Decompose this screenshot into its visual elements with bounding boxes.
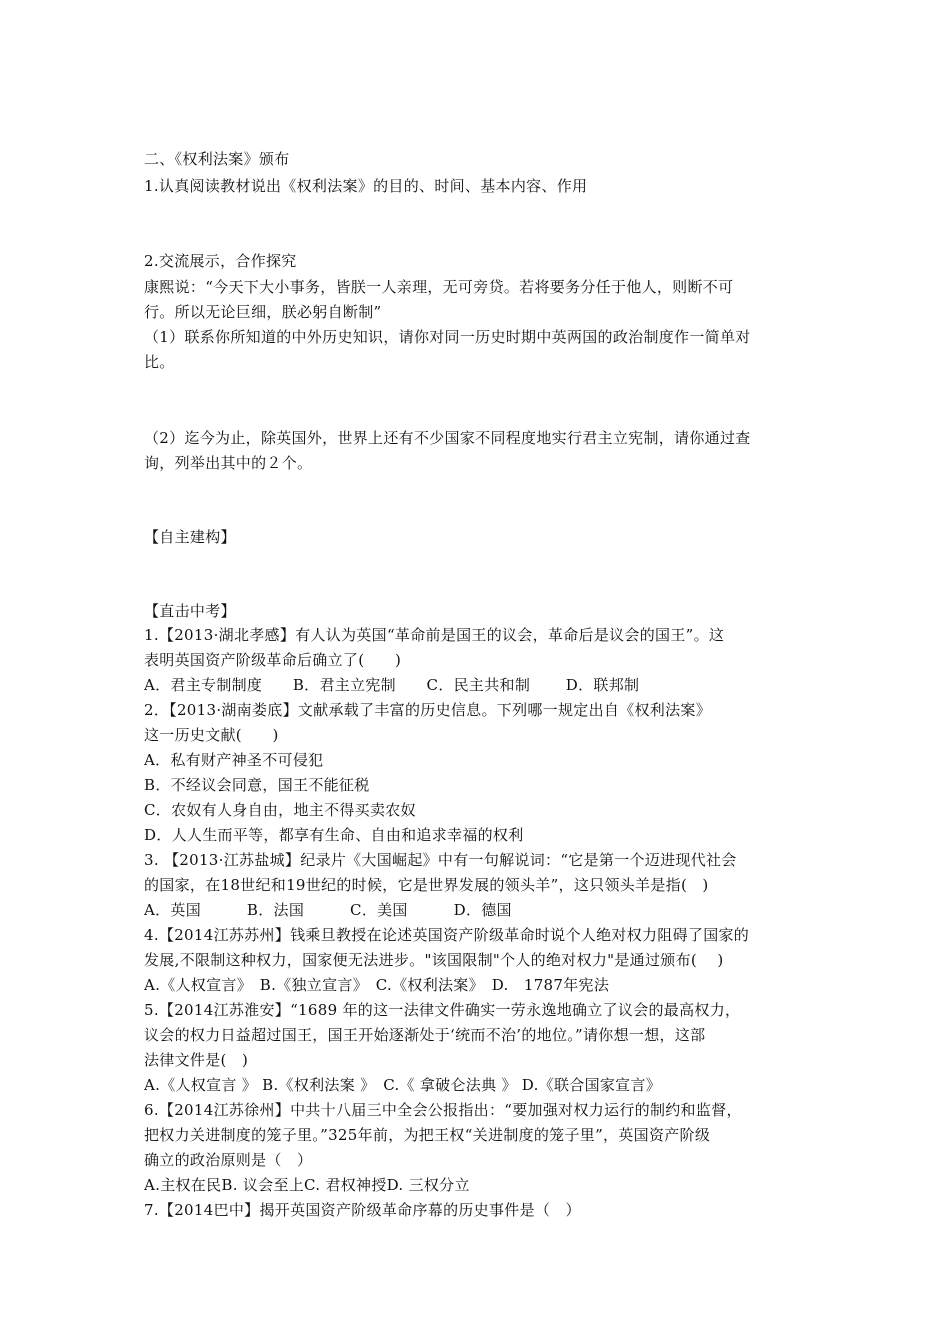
q4-line-2: 发展,不限制这种权力，国家便无法进步。"该国限制"个人的绝对权力"是通过颁布( ) bbox=[144, 951, 724, 969]
q5-line-3: 法律文件是( ) bbox=[144, 1051, 249, 1069]
q4-options: A.《人权宣言》 B.《独立宣言》 C.《权利法案》 D. 1787年宪法 bbox=[144, 976, 610, 994]
question-2-line-1: （2）迄今为止，除英国外，世界上还有不少国家不同程度地实行君主立宪制，请你通过查 bbox=[144, 429, 751, 447]
task-2: 2.交流展示，合作探究 bbox=[144, 252, 297, 270]
question-2-line-2: 询，列举出其中的２个。 bbox=[144, 454, 313, 472]
q2-option-a: A．私有财产神圣不可侵犯 bbox=[144, 751, 324, 769]
q2-option-d: D．人人生而平等，都享有生命、自由和追求幸福的权利 bbox=[144, 826, 524, 844]
q2-line-2: 这一历史文献( ) bbox=[144, 726, 279, 744]
question-1-line-1: （1）联系你所知道的中外历史知识，请你对同一历史时期中英两国的政治制度作一简单对 bbox=[144, 328, 751, 346]
q1-line-2: 表明英国资产阶级革命后确立了( ) bbox=[144, 651, 402, 669]
q3-line-1: 3. 【2013·江苏盐城】纪录片《大国崛起》中有一句解说词：“它是第一个迈进现代社会 bbox=[144, 851, 737, 869]
section-heading: 二、《权利法案》颁布 bbox=[144, 150, 290, 168]
q4-line-1: 4.【2014江苏苏州】钱乘旦教授在论述英国资产阶级革命时说个人绝对权力阻碍了国家的 bbox=[144, 926, 750, 944]
q1-line-1: 1.【2013·湖北孝感】有人认为英国“革命前是国王的议会，革命后是议会的国王”。这 bbox=[144, 626, 725, 644]
q2-line-1: 2．【2013·湖南娄底】文献承载了丰富的历史信息。下列哪一规定出自《权利法案》 bbox=[144, 701, 711, 719]
kangxi-quote-line-1: 康熙说：“今天下大小事务，皆朕一人亲理，无可旁贷。若将要务分任于他人，则断不可 bbox=[144, 278, 734, 296]
q6-line-3: 确立的政治原则是（ ） bbox=[144, 1151, 313, 1169]
q1-options: A．君主专制制度 B．君主立宪制 C．民主共和制 D．联邦制 bbox=[144, 676, 640, 694]
question-1-line-2: 比。 bbox=[144, 353, 175, 371]
q6-options: A.主权在民B. 议会至上C. 君权神授D. 三权分立 bbox=[144, 1176, 470, 1194]
kangxi-quote-line-2: 行。所以无论巨细，朕必躬自断制” bbox=[144, 303, 382, 321]
q5-line-1: 5.【2014江苏淮安】“1689 年的这一法律文件确实一劳永逸地确立了议会的最高权力， bbox=[144, 1001, 741, 1019]
exam-heading: 【直击中考】 bbox=[144, 602, 236, 620]
q3-line-2: 的国家，在18世纪和19世纪的时候，它是世界发展的领头羊”，这只领头羊是指( ) bbox=[144, 876, 709, 894]
q5-line-2: 议会的权力日益超过国王，国王开始逐渐处于‘统而不治’的地位。”请你想一想，这部 bbox=[144, 1026, 706, 1044]
q3-options: A．英国 B．法国 C．美国 D．德国 bbox=[144, 901, 512, 919]
q2-option-c: C．农奴有人身自由，地主不得买卖农奴 bbox=[144, 801, 416, 819]
q6-line-1: 6.【2014江苏徐州】中共十八届三中全会公报指出：“要加强对权力运行的制约和监督， bbox=[144, 1101, 742, 1119]
q6-line-2: 把权力关进制度的笼子里。”325年前，为把王权“关进制度的笼子里”，英国资产阶级 bbox=[144, 1126, 711, 1144]
q2-option-b: B．不经议会同意，国王不能征税 bbox=[144, 776, 370, 794]
task-1: 1.认真阅读教材说出《权利法案》的目的、时间、基本内容、作用 bbox=[144, 177, 588, 195]
q7-line-1: 7.【2014巴中】揭开英国资产阶级革命序幕的历史事件是（ ） bbox=[144, 1201, 581, 1219]
q5-options: A.《人权宣言 》 B.《权利法案 》 C.《 拿破仑法典 》 D.《联合国家宣言》 bbox=[144, 1076, 662, 1094]
self-construct-heading: 【自主建构】 bbox=[144, 528, 236, 546]
